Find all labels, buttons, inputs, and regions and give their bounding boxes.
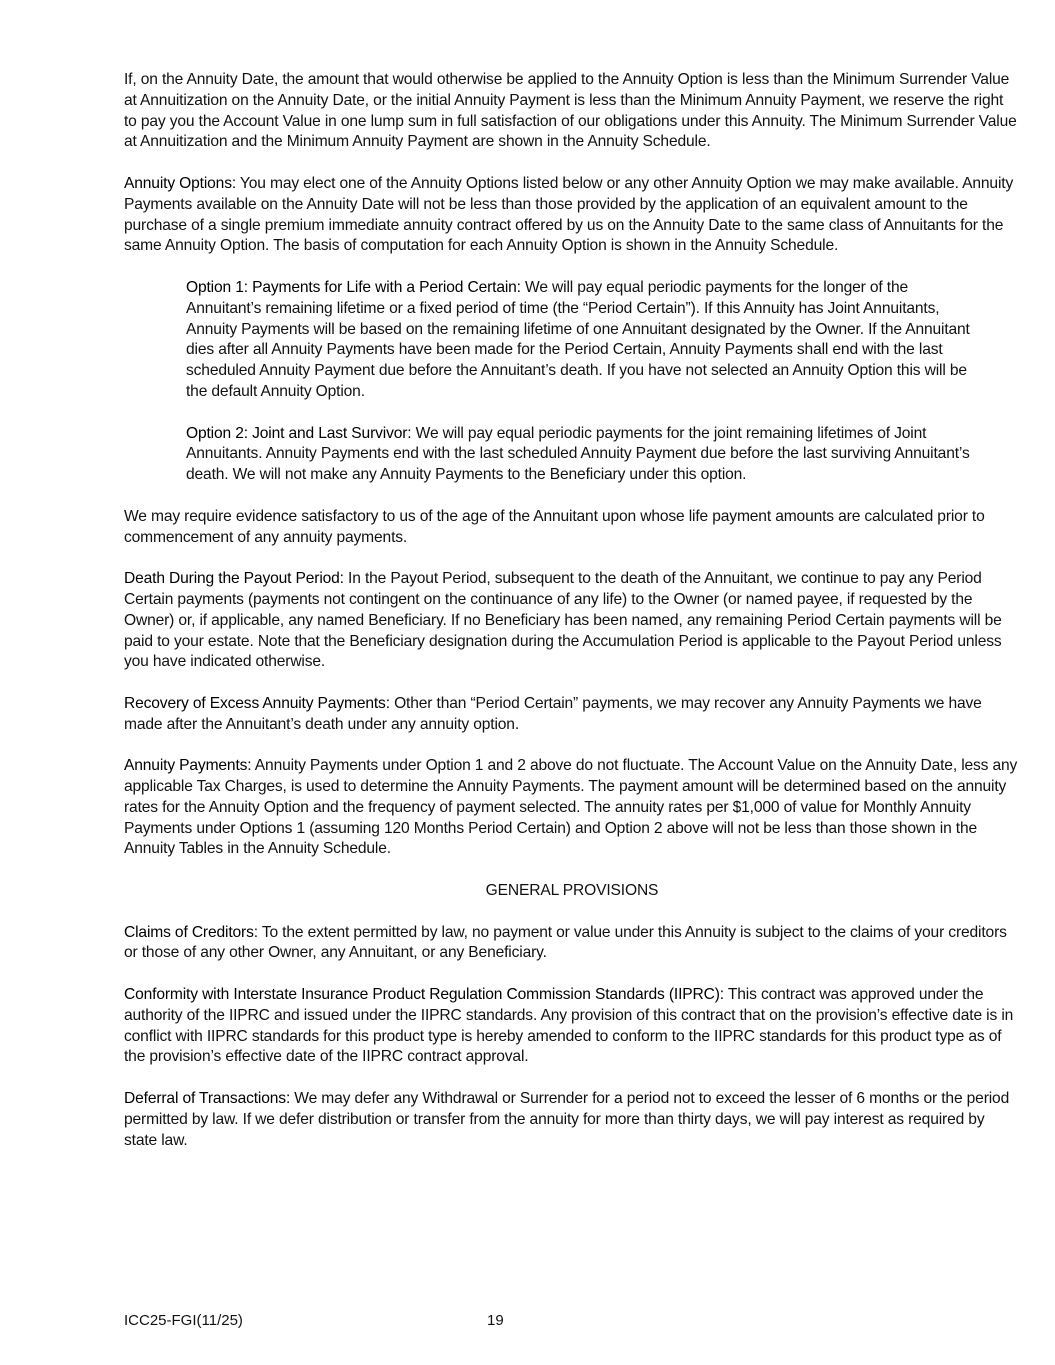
annuity-options-heading: Annuity Options [124,174,232,192]
claims-paragraph [124,923,1018,965]
option-1-text: We will pay equal periodic payments for the longer of the Annuitant’s remaining lifetime or a fixed period of time (the “Period Certain”). If this Annuity has Joint Annuitants, Annuity Payments will be based on the remaining lifetime of one Annuitant designated by the Owner. If the Annuitant dies after all Annuity Payments have been made for the Period Certain, Annuity Payments shall end with the last scheduled Annuity Payment due before the Annuitant’s death. If you have not selected an Annuity Option this will be the default Annuity Option. [186,278,970,400]
deferral-paragraph [124,1089,1018,1151]
claims-heading: Claims of Creditors [124,923,254,941]
general-provisions-title: GENERAL PROVISIONS [485,882,659,900]
death-payout-paragraph [124,569,1018,673]
death-payout-heading: Death During the Payout Period: [124,570,344,588]
footer-form-code: ICC25-FGI(11/25) [124,1312,243,1329]
document-body [124,70,1018,1172]
annuity-options-paragraph [124,174,1018,257]
annuity-payments-heading: Annuity Payments: [124,757,252,775]
option-2-text: We will pay equal periodic payments for the joint remaining lifetimes of Joint Annuitants. Annuity Payments end with the last scheduled Annuity Payment due before the last surviving Annuitant’s death. We will not make any Annuity Payments to the Beneficiary under this option. [186,424,970,484]
option-1-paragraph [186,278,986,403]
recovery-text: Other than “Period Certain” payments, we may recover any Annuity Payments we have made after the Annuitant’s death under any annuity option. [124,694,982,733]
evidence-paragraph: We may require evidence satisfactory to us of the age of the Annuitant upon whose life payment amounts are calculated prior to commencement of any annuity payments. [124,507,985,546]
annuity-date-paragraph: If, on the Annuity Date, the amount that would otherwise be applied to the Annuity Option is less than the Minimum Surrender Value at Annuitization on the Annuity Date, or the initial Annuity Payment is less than the Minimum Annuity Payment, we reserve the right to pay you the Account Value in one lump sum in full satisfaction of our obligations under this Annuity. The Minimum Surrender Value at Annuitization and the Minimum Annuity Payment are shown in the Annuity Schedule. [124,71,1017,151]
option-2-paragraph [186,424,986,486]
death-payout-text: In the Payout Period, subsequent to the death of the Annuitant, we continue to pay any Period Certain payments (payments not contingent on the continuance of any life) to the Owner (or named payee, if requested by the Owner) or, if applicable, any named Beneficiary. If no Beneficiary has been named, any remaining Period Certain payments will be paid to your estate. Note that the Beneficiary designation during the Accumulation Period is applicable to the Payout Period unless you have indicated otherwise. [124,570,1002,671]
annuity-payments-paragraph [124,756,1018,860]
claims-text: : To the extent permitted by law, no payment or value under this Annuity is subject to the claims of your creditors or those of any other Owner, any Annuitant, or any Beneficiary. [124,923,1007,962]
option-2-heading: Option 2: Joint and Last Survivor: [186,424,412,442]
conformity-paragraph [124,985,1018,1068]
annuity-payments-text: Annuity Payments under Option 1 and 2 above do not fluctuate. The Account Value on the Annuity Date, less any applicable Tax Charges, is used to determine the Annuity Payments. The payment amount will be determined based on the annuity rates for the Annuity Option and the frequency of payment selected. The annuity rates per $1,000 of value for Monthly Annuity Payments under Options 1 (assuming 120 Months Period Certain) and Option 2 above will not be less than those shown in the Annuity Tables in the Annuity Schedule. [124,757,1018,858]
conformity-text: This contract was approved under the authority of the IIPRC and issued under the IIPRC standards. Any provision of this contract that on the provision’s effective date is in conflict with IIPRC standards for this product type is hereby amended to conform to the IIPRC standards for this product type as of the provision’s effective date of the IIPRC contract approval. [124,986,1014,1066]
recovery-paragraph [124,694,1018,736]
recovery-heading: Recovery of Excess Annuity Payments: [124,694,390,712]
annuity-options-text: : You may elect one of the Annuity Options listed below or any other Annuity Option we may make available. Annuity Payments available on the Annuity Date will not be less than those provided by the application of an equivalent amount to the purchase of a single premium immediate annuity contract offered by us on the Annuity Date to the same class of Annuitants for the same Annuity Option. The basis of computation for each Annuity Option is shown in the Annuity Schedule. [124,174,1014,255]
conformity-heading: Conformity with Interstate Insurance Product Regulation Commission Standards (IIPRC): [124,986,724,1004]
deferral-heading: Deferral of Transactions: [124,1090,291,1108]
option-1-heading: Option 1: Payments for Life with a Period Certain: [186,278,521,296]
deferral-text: We may defer any Withdrawal or Surrender for a period not to exceed the lesser of 6 months or the period permitted by law. If we defer distribution or transfer from the annuity for more than thirty days, we will pay interest as required by state law. [124,1090,1010,1149]
footer-page-number: 19 [487,1312,504,1329]
